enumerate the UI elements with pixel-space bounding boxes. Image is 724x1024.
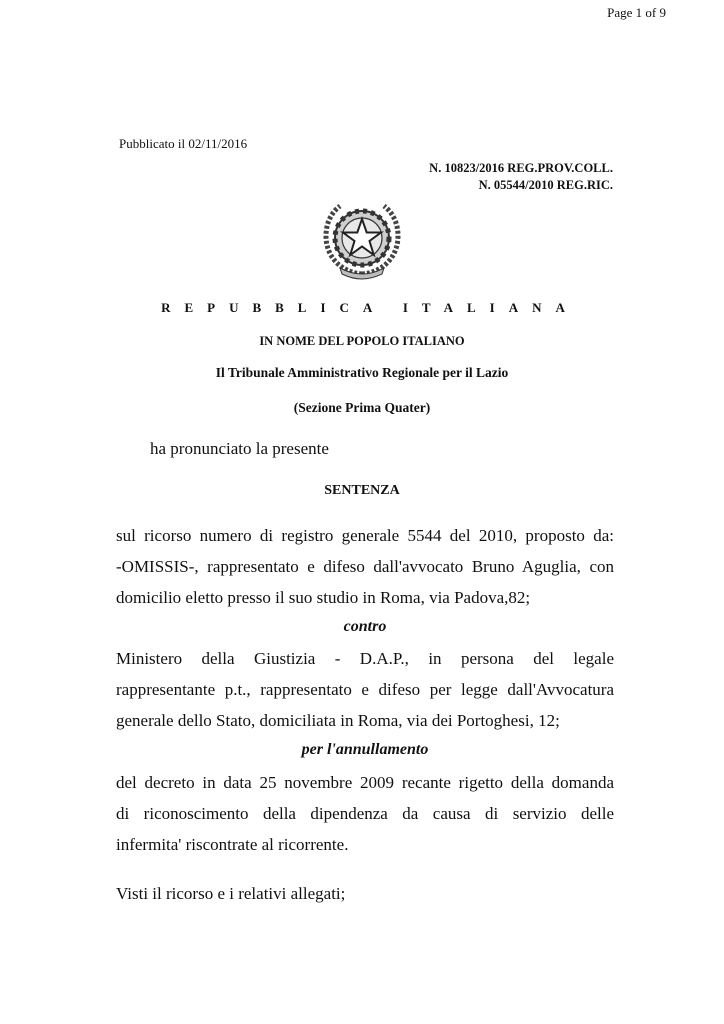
contro-line: Ministero della Giustizia - D.A.P., in persona del legale bbox=[116, 649, 614, 668]
annullamento-line: di riconoscimento della dipendenza da causa di servizio delle bbox=[116, 804, 614, 823]
italian-republic-emblem-icon bbox=[318, 194, 406, 282]
in-nome-heading: IN NOME DEL POPOLO ITALIANO bbox=[259, 334, 465, 348]
annullamento-line: del decreto in data 25 novembre 2009 recante rigetto della domanda bbox=[116, 773, 614, 792]
annullamento-heading: per l'annullamento bbox=[301, 741, 429, 758]
reg-prov-coll: N. 10823/2016 REG.PROV.COLL. bbox=[429, 161, 613, 175]
ricorso-line: -OMISSIS-, rappresentato e difeso dall'avvocato Bruno Aguglia, con bbox=[116, 557, 614, 576]
annullamento-line: infermita' riscontrate al ricorrente. bbox=[116, 835, 349, 854]
contro-heading: contro bbox=[343, 618, 387, 635]
page-number: Page 1 of 9 bbox=[607, 5, 666, 20]
contro-paragraph bbox=[116, 643, 614, 736]
sezione-heading: (Sezione Prima Quater) bbox=[293, 400, 431, 415]
visti-text: Visti il ricorso e i relativi allegati; bbox=[116, 884, 346, 903]
sentenza-heading: SENTENZA bbox=[324, 483, 400, 498]
ricorso-line: sul ricorso numero di registro generale 5544 del 2010, proposto da: bbox=[116, 526, 614, 545]
republic-heading: REPUBBLICA ITALIANA bbox=[161, 300, 579, 315]
tribunale-heading: Il Tribunale Amministrativo Regionale per il Lazio bbox=[215, 365, 509, 380]
pronunciato-text: ha pronunciato la presente bbox=[150, 439, 329, 458]
case-references bbox=[429, 160, 613, 194]
contro-line: rappresentante p.t., rappresentato e difeso per legge dall'Avvocatura bbox=[116, 680, 614, 699]
ricorso-line: domicilio eletto presso il suo studio in Roma, via Padova,82; bbox=[116, 588, 531, 607]
contro-line: generale dello Stato, domiciliata in Roma, via dei Portoghesi, 12; bbox=[116, 711, 560, 730]
reg-ric: N. 05544/2010 REG.RIC. bbox=[478, 178, 613, 192]
publication-date: Pubblicato il 02/11/2016 bbox=[119, 136, 248, 151]
ricorso-paragraph bbox=[116, 520, 614, 613]
annullamento-paragraph bbox=[116, 767, 614, 860]
